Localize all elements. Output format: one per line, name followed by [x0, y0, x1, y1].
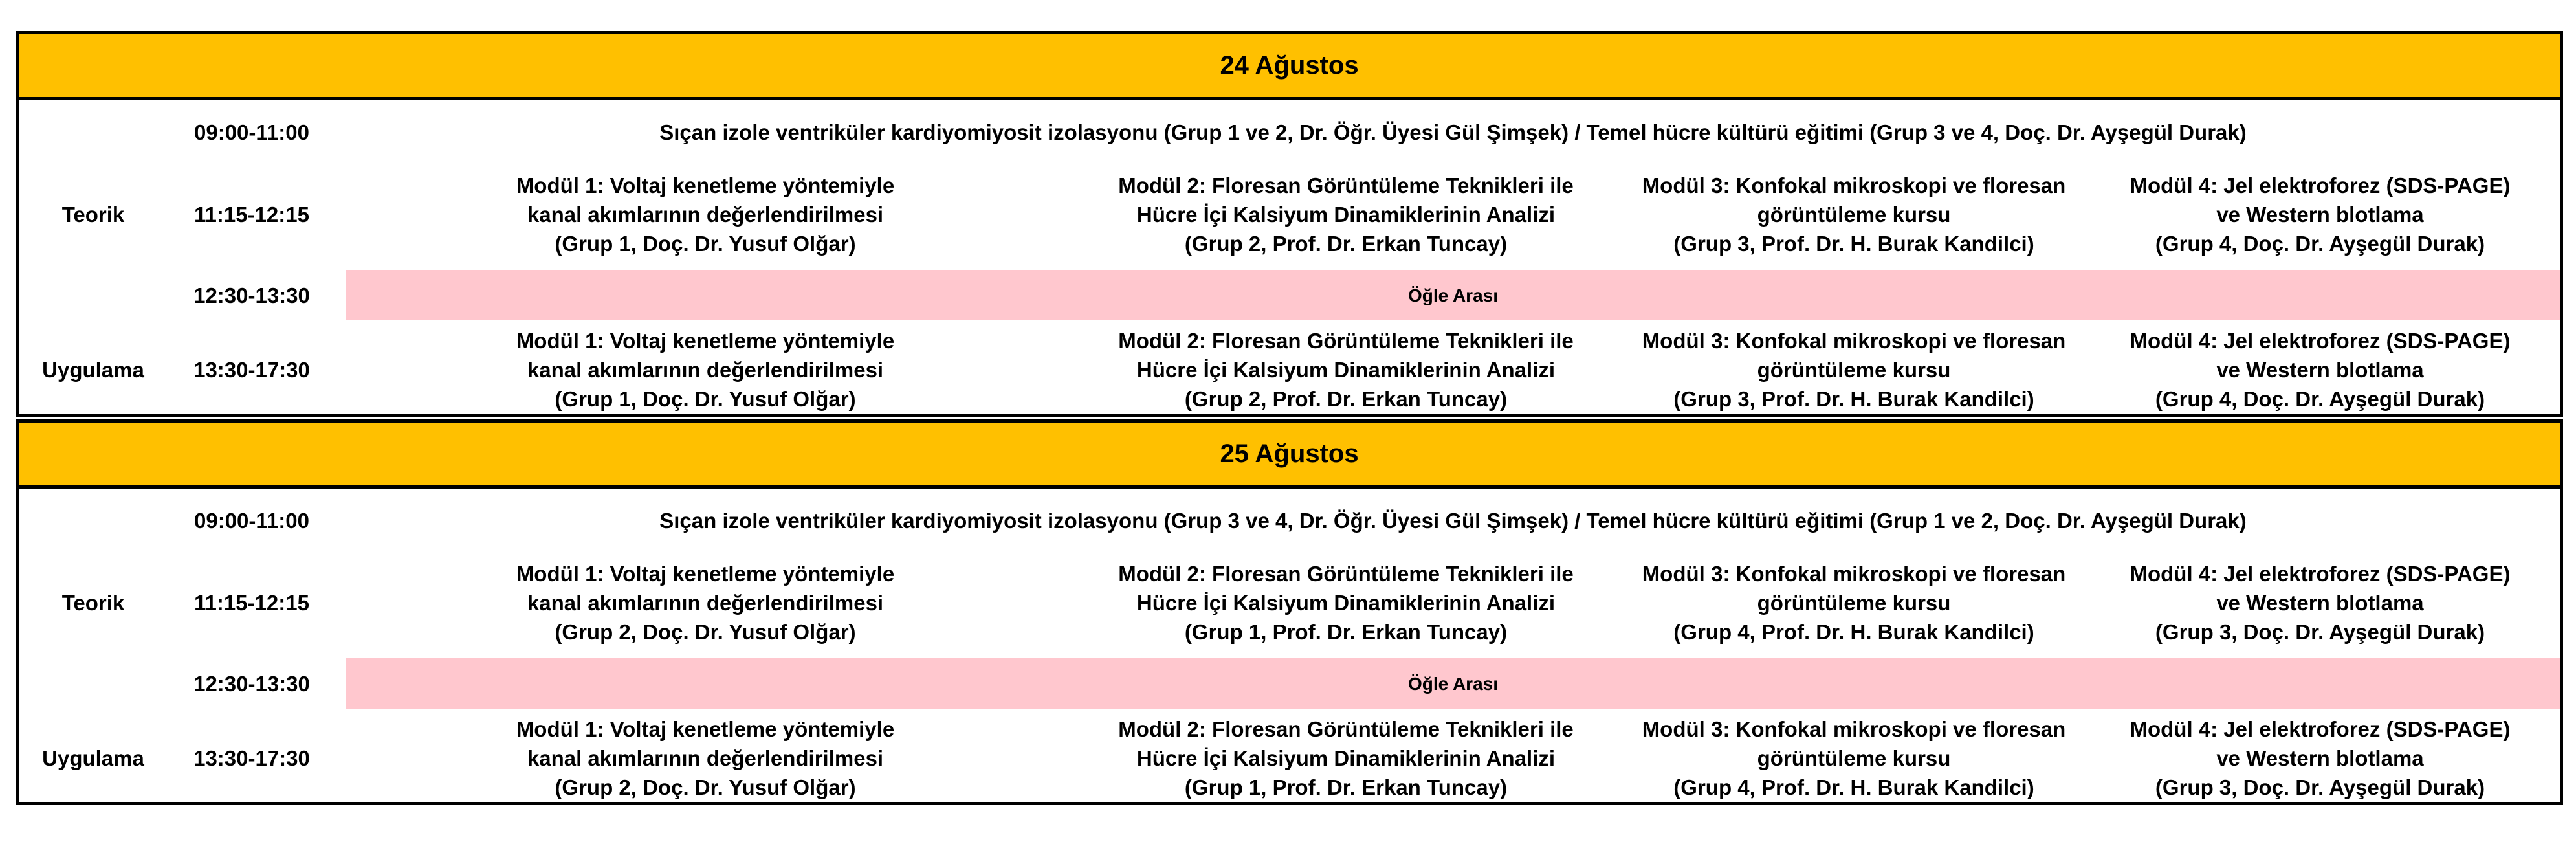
module-subtitle: ve Western blotlama	[2216, 590, 2424, 615]
module-group: (Grup 1, Doç. Dr. Yusuf Olğar)	[555, 386, 856, 411]
module-cell	[2080, 161, 2560, 268]
module-group: (Grup 1, Doç. Dr. Yusuf Olğar)	[555, 231, 856, 256]
day-block	[16, 31, 2563, 417]
day-block	[16, 419, 2563, 805]
schedule-table	[16, 31, 2563, 808]
module-title: Modül 1: Voltaj kenetleme yöntemiyle	[516, 173, 895, 197]
module-cell	[1627, 161, 2080, 268]
module-group: (Grup 2, Prof. Dr. Erkan Tuncay)	[1184, 231, 1508, 256]
time-cell: 11:15-12:15	[194, 202, 309, 227]
module-cell	[1064, 549, 1627, 656]
module-subtitle: kanal akımlarının değerlendirilmesi	[527, 746, 884, 770]
module-group: (Grup 2, Prof. Dr. Erkan Tuncay)	[1184, 386, 1508, 411]
module-cell	[1064, 161, 1627, 268]
module-title: Modül 4: Jel elektroforez (SDS-PAGE)	[2130, 173, 2511, 197]
module-title: Modül 2: Floresan Görüntüleme Teknikleri ile	[1118, 173, 1574, 197]
module-title: Modül 3: Konfokal mikroskopi ve floresan	[1642, 328, 2066, 353]
module-cell	[1627, 711, 2080, 805]
module-title: Modül 4: Jel elektroforez (SDS-PAGE)	[2130, 716, 2511, 741]
time-cell: 09:00-11:00	[194, 508, 309, 533]
module-cell	[2080, 711, 2560, 805]
module-group: (Grup 4, Doç. Dr. Ayşegül Durak)	[2155, 231, 2485, 256]
session-type-label: Uygulama	[42, 746, 144, 770]
module-subtitle: görüntüleme kursu	[1757, 202, 1951, 227]
module-cell	[346, 549, 1064, 656]
module-subtitle: Hücre İçi Kalsiyum Dinamiklerinin Analizi	[1136, 202, 1556, 227]
lunch-break-text: Öğle Arası	[1407, 673, 1498, 694]
time-cell: 11:15-12:15	[194, 590, 309, 615]
module-subtitle: Hücre İçi Kalsiyum Dinamiklerinin Analizi	[1136, 590, 1556, 615]
module-cell	[2080, 322, 2560, 417]
module-title: Modül 1: Voltaj kenetleme yöntemiyle	[516, 716, 895, 741]
module-group: (Grup 4, Prof. Dr. H. Burak Kandilci)	[1673, 775, 2034, 799]
session-text: Sıçan izole ventriküler kardiyomiyosit izolasyonu (Grup 3 ve 4, Dr. Öğr. Üyesi Gül Şimşek) / Temel hücre kültürü eğitimi (Grup 1 ve 2, Doç. Dr. Ayşegül Durak)	[659, 508, 2247, 533]
module-title: Modül 4: Jel elektroforez (SDS-PAGE)	[2130, 328, 2511, 353]
time-cell: 12:30-13:30	[193, 283, 310, 307]
time-cell: 12:30-13:30	[193, 671, 310, 696]
time-cell: 09:00-11:00	[194, 120, 309, 144]
module-cell	[346, 711, 1064, 805]
module-subtitle: ve Western blotlama	[2216, 746, 2424, 770]
module-subtitle: kanal akımlarının değerlendirilmesi	[527, 590, 884, 615]
module-group: (Grup 1, Prof. Dr. Erkan Tuncay)	[1184, 619, 1508, 644]
module-group: (Grup 2, Doç. Dr. Yusuf Olğar)	[555, 775, 856, 799]
module-cell	[1627, 549, 2080, 656]
session-type-label: Teorik	[61, 202, 125, 227]
day-title: 25 Ağustos	[19, 423, 2560, 489]
time-cell: 13:30-17:30	[193, 357, 310, 382]
module-group: (Grup 4, Doç. Dr. Ayşegül Durak)	[2155, 386, 2485, 411]
module-subtitle: Hücre İçi Kalsiyum Dinamiklerinin Analizi	[1136, 746, 1556, 770]
module-cell	[1064, 711, 1627, 805]
module-cell	[346, 161, 1064, 268]
module-title: Modül 4: Jel elektroforez (SDS-PAGE)	[2130, 561, 2511, 586]
module-cell	[2080, 549, 2560, 656]
module-subtitle: ve Western blotlama	[2216, 357, 2424, 382]
module-subtitle: kanal akımlarının değerlendirilmesi	[527, 202, 884, 227]
module-cell	[1064, 322, 1627, 417]
module-title: Modül 1: Voltaj kenetleme yöntemiyle	[516, 561, 895, 586]
module-title: Modül 3: Konfokal mikroskopi ve floresan	[1642, 561, 2066, 586]
module-title: Modül 3: Konfokal mikroskopi ve floresan	[1642, 173, 2066, 197]
module-subtitle: kanal akımlarının değerlendirilmesi	[527, 357, 884, 382]
module-title: Modül 2: Floresan Görüntüleme Teknikleri ile	[1118, 716, 1574, 741]
lunch-break-text: Öğle Arası	[1407, 285, 1498, 305]
module-cell	[346, 322, 1064, 417]
module-group: (Grup 3, Prof. Dr. H. Burak Kandilci)	[1673, 231, 2034, 256]
module-subtitle: ve Western blotlama	[2216, 202, 2424, 227]
module-group: (Grup 1, Prof. Dr. Erkan Tuncay)	[1184, 775, 1508, 799]
module-group: (Grup 3, Doç. Dr. Ayşegül Durak)	[2155, 619, 2485, 644]
session-text: Sıçan izole ventriküler kardiyomiyosit izolasyonu (Grup 1 ve 2, Dr. Öğr. Üyesi Gül Şimşek) / Temel hücre kültürü eğitimi (Grup 3 ve 4, Doç. Dr. Ayşegül Durak)	[659, 120, 2247, 144]
module-subtitle: görüntüleme kursu	[1757, 590, 1951, 615]
module-subtitle: Hücre İçi Kalsiyum Dinamiklerinin Analizi	[1136, 357, 1556, 382]
module-subtitle: görüntüleme kursu	[1757, 746, 1951, 770]
module-title: Modül 2: Floresan Görüntüleme Teknikleri ile	[1118, 561, 1574, 586]
session-type-label: Teorik	[61, 590, 125, 615]
module-title: Modül 2: Floresan Görüntüleme Teknikleri ile	[1118, 328, 1574, 353]
module-title: Modül 3: Konfokal mikroskopi ve floresan	[1642, 716, 2066, 741]
module-group: (Grup 2, Doç. Dr. Yusuf Olğar)	[555, 619, 856, 644]
module-group: (Grup 3, Prof. Dr. H. Burak Kandilci)	[1673, 386, 2034, 411]
day-title: 24 Ağustos	[19, 34, 2560, 100]
module-group: (Grup 4, Prof. Dr. H. Burak Kandilci)	[1673, 619, 2034, 644]
module-subtitle: görüntüleme kursu	[1757, 357, 1951, 382]
time-cell: 13:30-17:30	[193, 746, 310, 770]
session-type-label: Uygulama	[42, 357, 144, 382]
module-group: (Grup 3, Doç. Dr. Ayşegül Durak)	[2155, 775, 2485, 799]
module-title: Modül 1: Voltaj kenetleme yöntemiyle	[516, 328, 895, 353]
module-cell	[1627, 322, 2080, 417]
